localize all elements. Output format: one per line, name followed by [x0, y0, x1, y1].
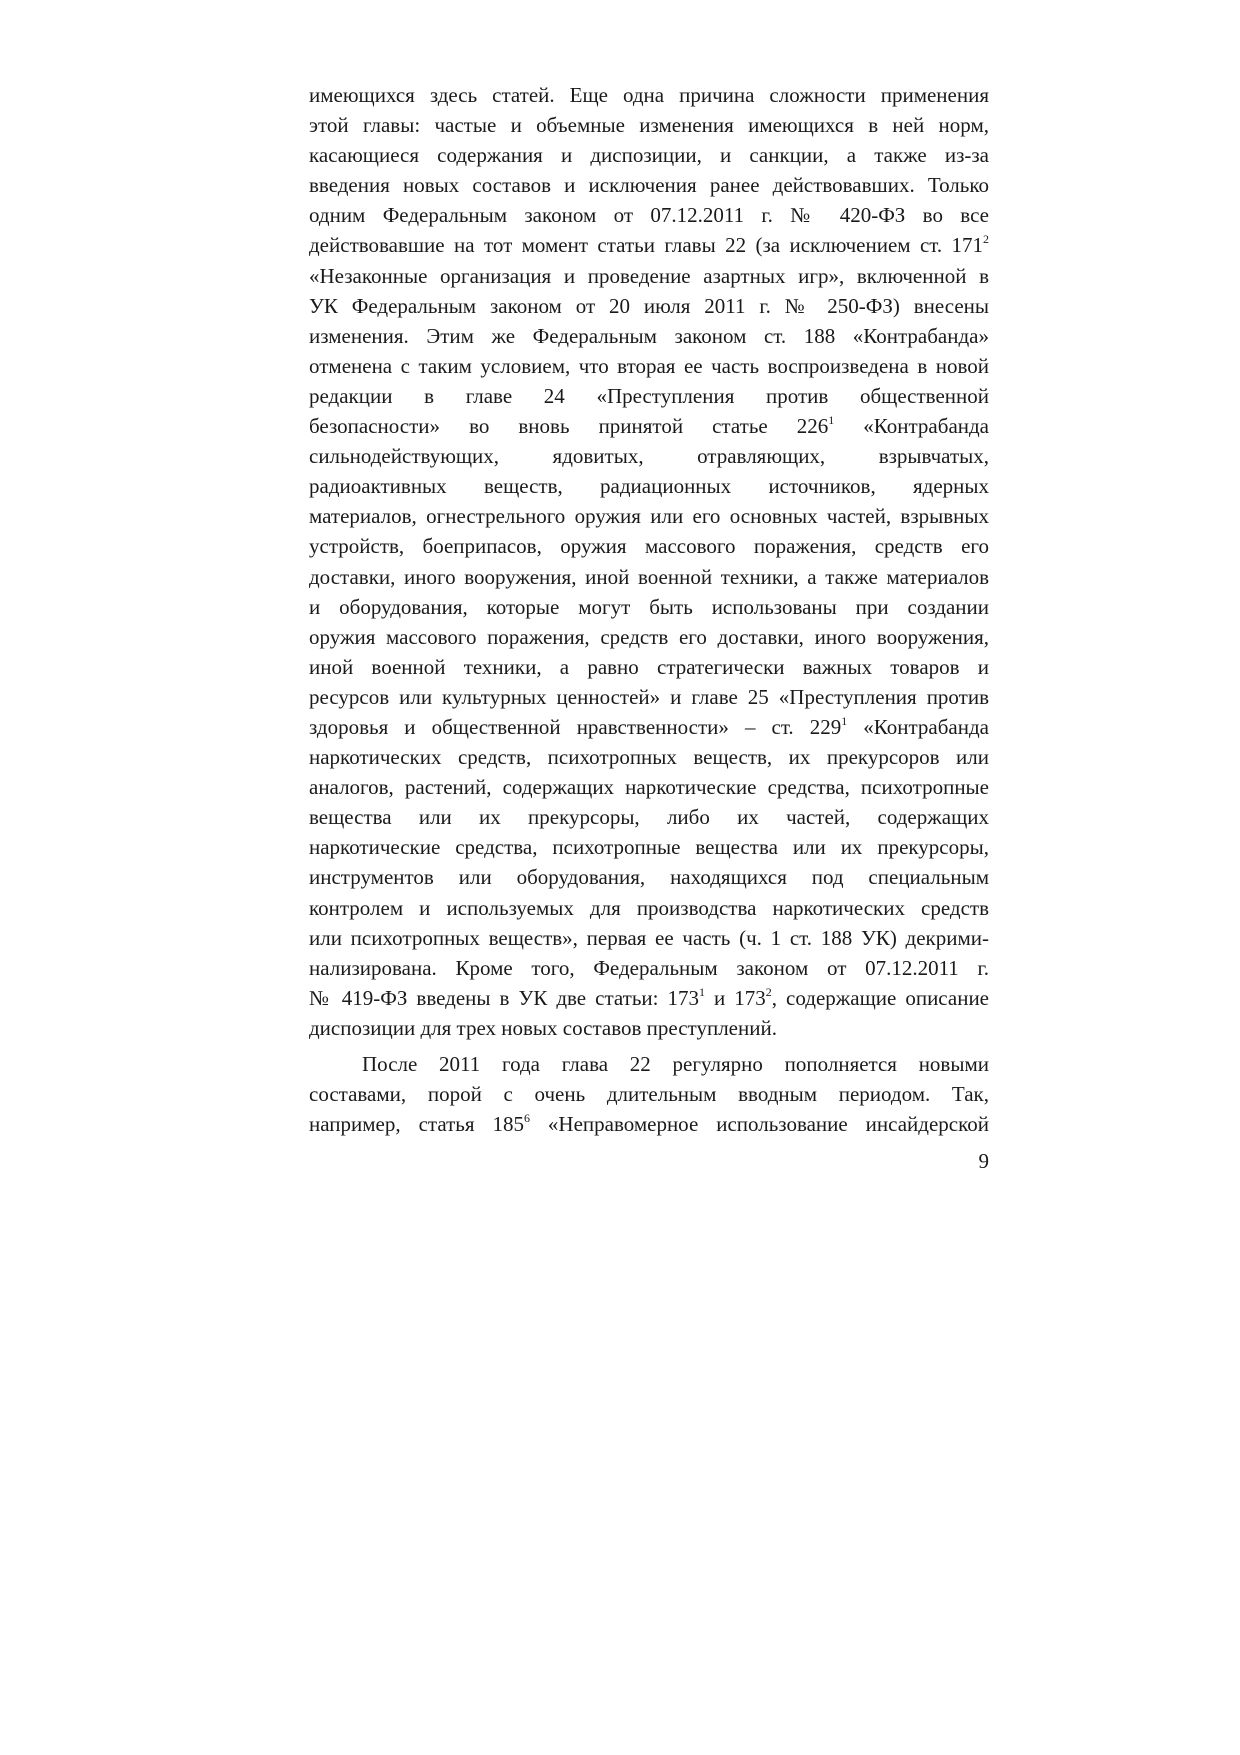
text-line — [309, 411, 989, 441]
text-span: и 173 — [705, 985, 766, 1010]
text-line: и оборудования, которые могут быть использованы при создании — [309, 594, 989, 619]
text-line: оружия массового поражения, средств его доставки, иного вооружения, — [309, 624, 989, 649]
text-span: здоровья и общественной нравственности» – ст. 229 — [309, 714, 842, 739]
text-line: наркотических средств, психотропных веществ, их прекурсоров или — [309, 745, 989, 770]
text-line — [309, 712, 989, 742]
text-line: отменена с таким условием, что вторая ее часть воспроизведена в новой — [309, 353, 989, 378]
text-line: одним Федеральным законом от 07.12.2011 г. № 420-ФЗ во все — [309, 203, 989, 228]
footnote-superscript: 6 — [523, 1111, 530, 1126]
text-line: диспозиции для трех новых составов преступлений. — [309, 1015, 777, 1040]
text-line — [309, 1109, 989, 1139]
text-line: иной военной техники, а равно стратегически важных товаров и — [309, 654, 989, 679]
paragraph-2 — [309, 1049, 989, 1139]
text-span: «Контрабанда — [834, 414, 990, 439]
text-line: инструментов или оборудования, находящихся под специальным — [309, 865, 989, 890]
body-text — [309, 80, 989, 1139]
text-span: , содержащие описание — [771, 985, 989, 1010]
text-line: «Незаконные организация и проведение азартных игр», включенной в — [309, 263, 989, 288]
text-line: введения новых составов и исключения ранее действовавших. Только — [309, 173, 989, 198]
text-line: аналогов, растений, содержащих наркотические средства, психотропные — [309, 775, 989, 800]
footnote-superscript: 1 — [828, 413, 835, 428]
text-line: устройств, боеприпасов, оружия массового поражения, средств его — [309, 534, 989, 559]
text-line: радиоактивных веществ, радиационных источников, ядерных — [309, 474, 989, 499]
footnote-superscript: 2 — [765, 984, 772, 999]
text-line: редакции в главе 24 «Преступления против общественной — [309, 383, 989, 408]
text-line: ресурсов или культурных ценностей» и главе 25 «Преступления против — [309, 684, 989, 709]
text-line — [309, 230, 989, 260]
text-line: УК Федеральным законом от 20 июля 2011 г. № 250-ФЗ) внесены — [309, 293, 989, 318]
page-number: 9 — [978, 1149, 989, 1173]
footnote-superscript: 1 — [841, 713, 848, 728]
text-span: «Неправомерное использование инсайдерской — [529, 1112, 989, 1137]
text-span: «Контрабанда — [847, 714, 989, 739]
text-line: составами, порой с очень длительным вводным периодом. Так, — [309, 1082, 989, 1107]
text-line: касающиеся содержания и диспозиции, и санкции, а также из-за — [309, 143, 989, 168]
text-line: После 2011 года глава 22 регулярно пополняется новыми — [362, 1052, 989, 1076]
footnote-superscript: 2 — [983, 232, 989, 247]
text-line: имеющихся здесь статей. Еще одна причина сложности применения — [309, 83, 989, 107]
footnote-superscript: 1 — [699, 984, 706, 999]
text-line: нализирована. Кроме того, Федеральным законом от 07.12.2011 г. — [309, 955, 989, 980]
text-line: сильнодействующих, ядовитых, отравляющих, взрывчатых, — [309, 444, 989, 469]
text-line — [309, 983, 989, 1013]
text-line: или психотропных веществ», первая ее часть (ч. 1 ст. 188 УК) декрими- — [309, 925, 989, 950]
text-line: этой главы: частые и объемные изменения имеющихся в ней норм, — [309, 113, 989, 138]
text-line: контролем и используемых для производства наркотических средств — [309, 895, 989, 920]
text-span: действовавшие на тот момент статьи главы 22 (за исключением ст. 171 — [309, 233, 983, 258]
text-span: № 419-ФЗ введены в УК две статьи: 173 — [309, 985, 700, 1010]
text-span: например, статья 185 — [309, 1112, 524, 1137]
text-line: материалов, огнестрельного оружия или его основных частей, взрывных — [309, 504, 989, 529]
text-line: наркотические средства, психотропные вещества или их прекурсоры, — [309, 835, 989, 860]
text-line: изменения. Этим же Федеральным законом ст. 188 «Контрабанда» — [309, 323, 989, 348]
text-line: вещества или их прекурсоры, либо их частей, содержащих — [309, 805, 989, 830]
paragraph-1 — [309, 80, 989, 1043]
text-line: доставки, иного вооружения, иной военной техники, а также материалов — [309, 564, 989, 589]
text-span: безопасности» во вновь принятой статье 226 — [309, 414, 829, 439]
